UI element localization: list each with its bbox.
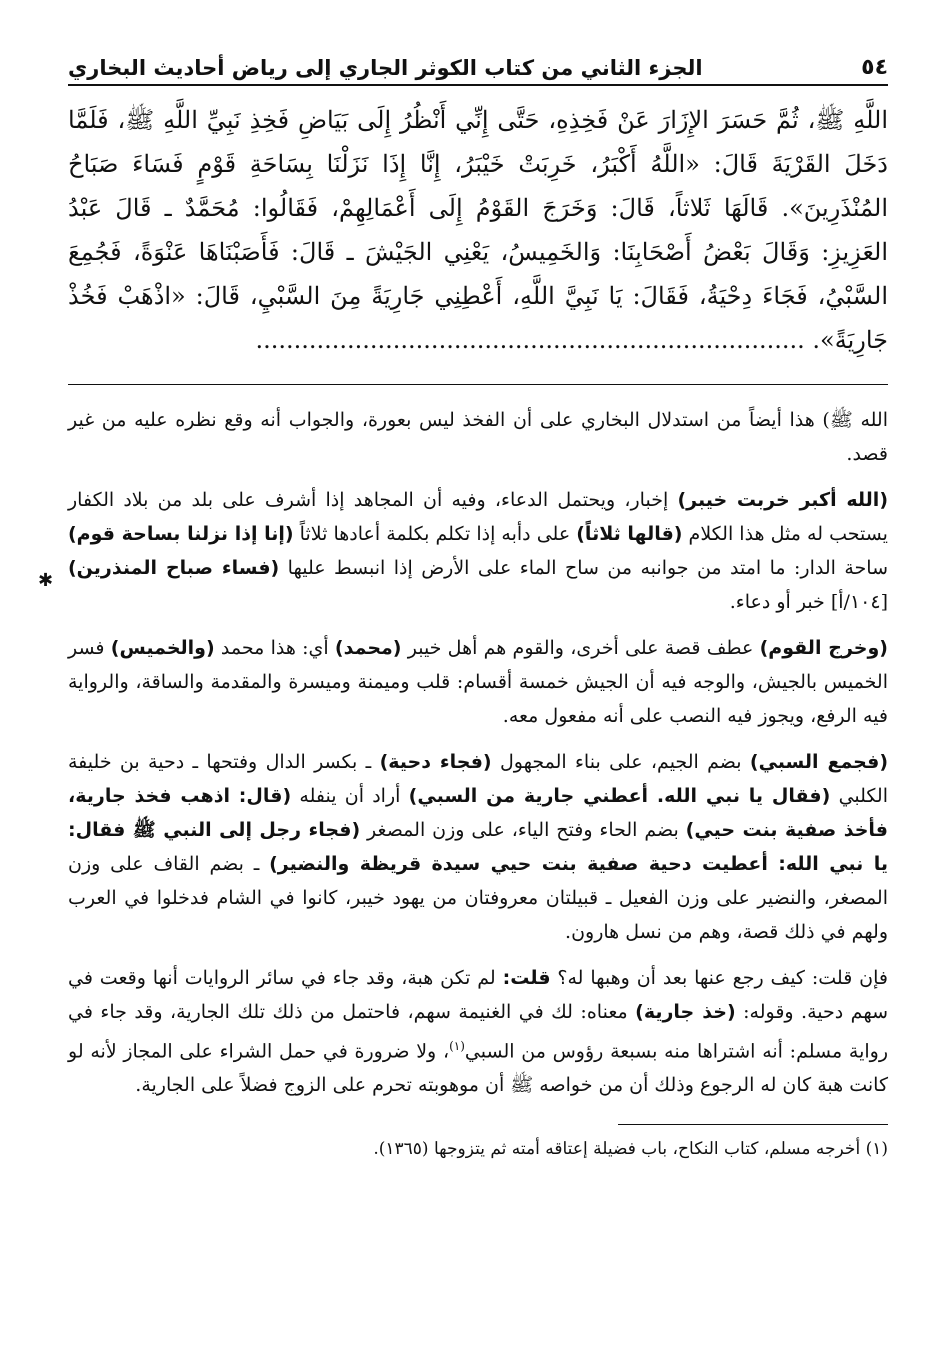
keyword: (الله أكبر خربت خيبر) <box>677 489 889 511</box>
keyword: (فجاء دحية) <box>379 751 492 773</box>
commentary-paragraph-5: فإن قلت: كيف رجع عنها بعد أن وهبها له؟ قلت: لم تكن هبة، وقد جاء في سائر الروايات أنها وقعت في سهم دحية. وقوله: (خذ جارية) معناه: لك في الغنيمة سهم، فاحتمل من ذلك تلك الجارية، وقد جاء في رواية مسلم: أنه اشتراها منه بسبعة رؤوس من السبي$^{(١)}$، ولا ضرورة في حمل الشراء على المجاز لأنه لو كانت هبة كان له الرجوع وذلك أن من خواصه ﷺ أن موهوبته تحرم على الزوج فضلاً على الجارية. <box>68 967 889 1097</box>
keyword: (خذ جارية) <box>635 1001 736 1023</box>
keyword: (محمد) <box>334 637 402 659</box>
hadith-dots: ........................................................................ <box>255 326 805 354</box>
running-header <box>68 40 888 86</box>
footnote-number: (١) <box>865 1139 888 1160</box>
commentary-paragraph-1: الله ﷺ) هذا أيضاً من استدلال البخاري على أن الفخذ ليس بعورة، والجواب أنه وقع نظره عليه من غير قصد. <box>68 409 888 465</box>
book-title: الجزء الثاني من كتاب الكوثر الجاري إلى رياض أحاديث البخاري <box>68 56 703 80</box>
hadith-body: اللَّهِ ﷺ، ثُمَّ حَسَرَ الإِزَارَ عَنْ فَخِذِهِ، حَتَّى إِنِّي أَنْظُرُ إِلَى بَيَاضِ فَخِذِ نَبِيِّ اللَّهِ ﷺ، فَلَمَّا دَخَلَ القَرْيَةَ قَالَ: «اللَّهُ أَكْبَرُ، خَرِبَتْ خَيْبَرُ، إِنَّا إِذَا نَزَلْنَا بِسَاحَةِ قَوْمٍ فَسَاءَ صَبَاحُ المُنْذَرِينَ». قَالَهَا ثَلاثاً، قَالَ: وَخَرَجَ القَوْمُ إِلَى أَعْمَالِهِمْ، فَقَالُوا: مُحَمَّدٌ ـ قَالَ عَبْدُ العَزِيزِ: وَقَالَ بَعْضُ أَصْحَابِنَا: وَالخَمِيسُ، يَعْنِي الجَيْشَ ـ قَالَ: فَأَصَبْنَاهَا عَنْوَةً، فَجُمِعَ السَّبْيُ، فَجَاءَ دِحْيَةُ، فَقَالَ: يَا نَبِيَّ اللَّهِ، أَعْطِنِي جَارِيَةً مِنَ السَّبْيِ، قَالَ: «اذْهَبْ فَخُذْ جَارِيَةً». <box>68 106 889 354</box>
footnote <box>68 1135 888 1163</box>
keyword: (فجاء رجل إلى النبي ﷺ فقال: يا نبي الله: أعطيت دحية صفية بنت حيي سيدة قريظة والنضير) <box>68 819 888 875</box>
section-divider <box>68 384 888 385</box>
hadith-text <box>68 98 888 362</box>
footnote-rule <box>618 1124 888 1125</box>
page-number: ٥٤ <box>861 55 888 80</box>
keyword: (قال: اذهب فخذ جارية، فأخذ صفية بنت حيي) <box>68 785 888 841</box>
commentary-paragraph-4: (فجمع السبي) بضم الجيم، على بناء المجهول (فجاء دحية) ـ بكسر الدال وفتحها ـ دحية بن خليفة الكلبي (فقال يا نبي الله. أعطني جارية من السبي) أراد أن ينفله (قال: اذهب فخذ جارية، فأخذ صفية بنت حيي) بضم الحاء وفتح الياء، على وزن المصغر (فجاء رجل إلى النبي ﷺ فقال: يا نبي الله: أعطيت دحية صفية بنت حيي سيدة قريظة والنضير) ـ بضم القاف على وزن المصغر، والنضير على وزن الفعيل ـ قبيلتان معروفتان من يهود خيبر، كانوا في الشام فدخلوا في العرب ولهم في ذلك قصة، وهم من نسل هارون. <box>68 751 888 943</box>
commentary <box>68 403 888 1102</box>
footnote-reference[interactable]: (١) <box>449 1039 465 1053</box>
keyword: (فقال يا نبي الله. أعطني جارية من السبي) <box>408 785 831 807</box>
margin-mark-icon: ✱ <box>38 570 54 591</box>
commentary-paragraph-2: (الله أكبر خربت خيبر) إخبار، ويحتمل الدعاء، وفيه أن المجاهد إذا أشرف على بلد من بلاد الكفار يستحب له مثل هذا الكلام (قالها ثلاثاً) على دأبه إذا تكلم بكلمة أعادها ثلاثاً (إنا إذا نزلنا بساحة قوم) ساحة الدار: ما امتد من جوانبه من ساح الماء على الأرض إذا انبسط عليها (فساء صباح المنذرين) [١٠٤/أ] خبر أو دعاء. <box>68 489 889 613</box>
keyword: (قالها ثلاثاً) <box>576 523 683 545</box>
footnote-text: أخرجه مسلم، كتاب النكاح، باب فضيلة إعتاقه أمته ثم يتزوجها (١٣٦٥). <box>373 1139 861 1160</box>
keyword: قلت: <box>502 967 551 989</box>
keyword: (فساء صباح المنذرين) <box>68 557 280 579</box>
keyword: (والخميس) <box>110 637 215 659</box>
keyword: (إنا إذا نزلنا بساحة قوم) <box>68 523 294 545</box>
keyword: (فجمع السبي) <box>749 751 888 773</box>
page <box>68 40 888 1163</box>
keyword: (وخرج القوم) <box>759 637 888 659</box>
commentary-paragraph-3: (وخرج القوم) عطف قصة على أخرى، والقوم هم أهل خيبر (محمد) أي: هذا محمد (والخميس) فسر الخميس بالجيش، والوجه فيه أن الجيش خمسة أقسام: قلب وميمنة وميسرة والمقدمة والساقة، والرواية فيه الرفع، ويجوز فيه النصب على أنه مفعول معه. <box>68 637 889 727</box>
